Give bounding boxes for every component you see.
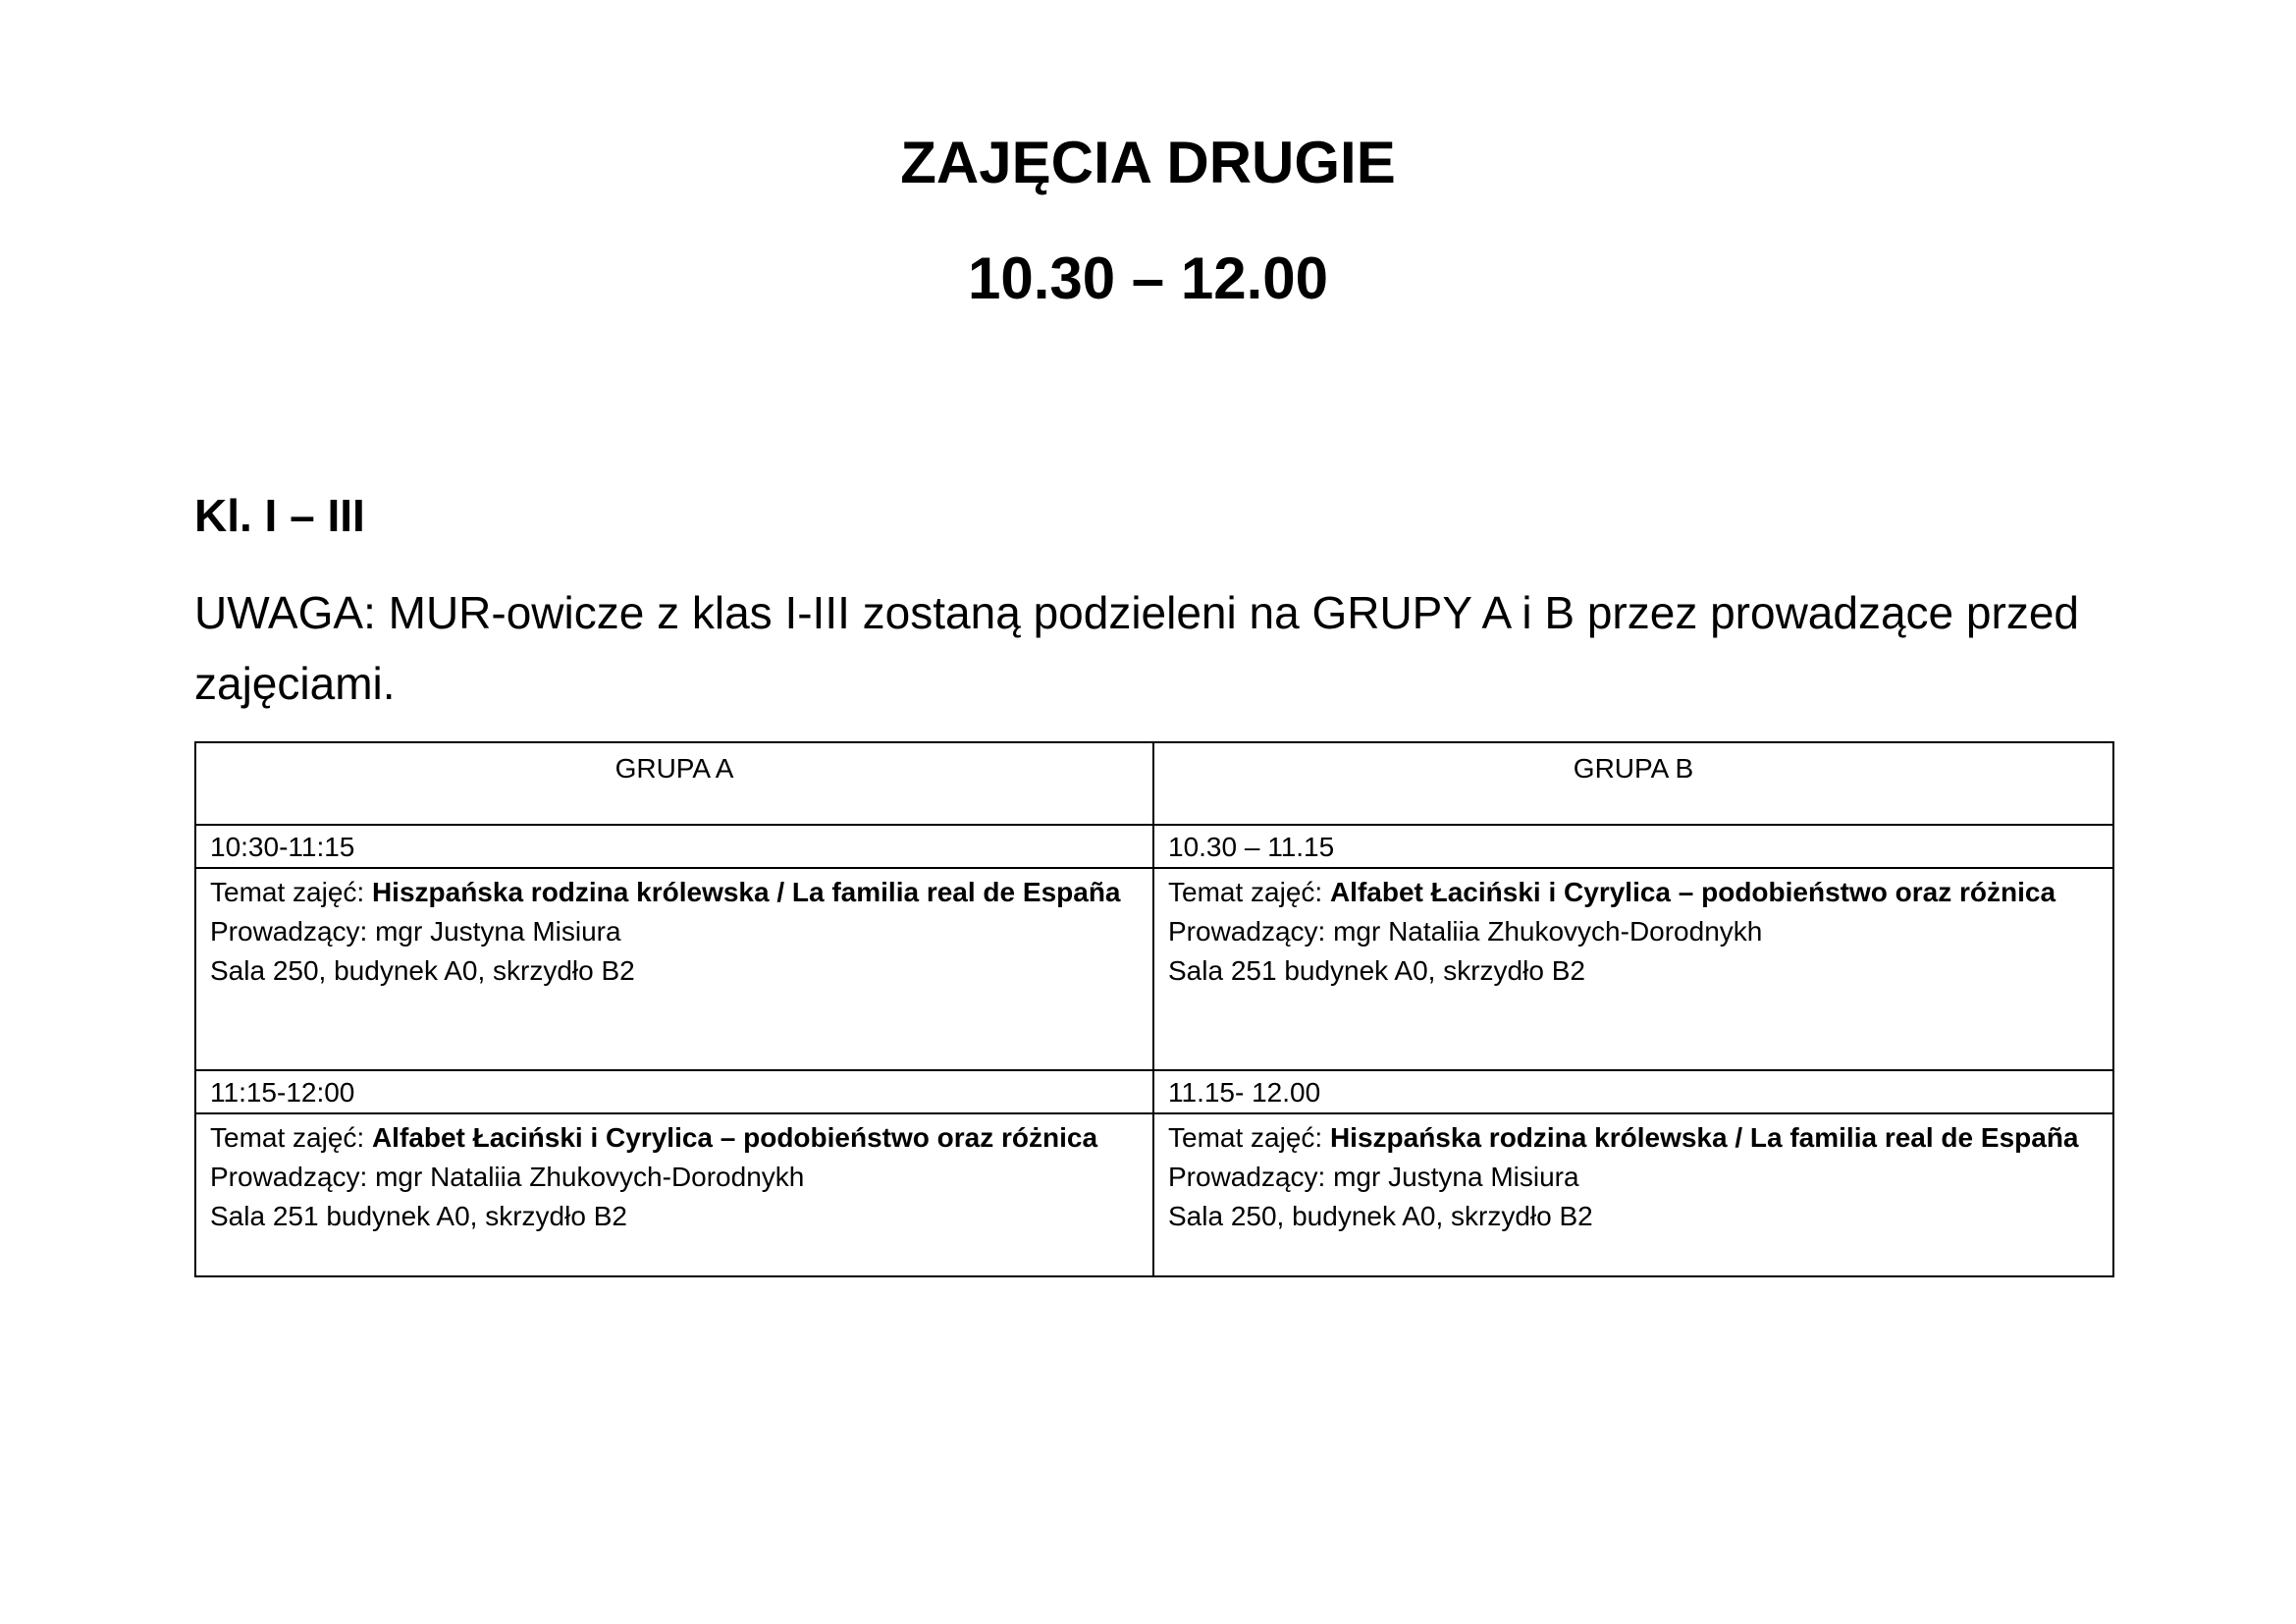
teacher-line: Prowadzący: mgr Justyna Misiura bbox=[210, 916, 621, 947]
page-title: ZAJĘCIA DRUGIE bbox=[900, 130, 1396, 195]
teacher-line: Prowadzący: mgr Nataliia Zhukovych-Dorodnykh bbox=[1168, 916, 1763, 947]
slot1-group-b-time: 10.30 – 11.15 bbox=[1153, 825, 2113, 868]
topic-label: Temat zajęć: bbox=[210, 1122, 372, 1153]
table-row bbox=[195, 868, 2113, 1070]
topic-line bbox=[1168, 877, 2056, 907]
notice-text: UWAGA: MUR-owicze z klas I-III zostaną podzieleni na GRUPY A i B przez prowadzące przed zajęciami. bbox=[194, 587, 2079, 709]
table-row bbox=[195, 825, 2113, 868]
group-b-header: GRUPA B bbox=[1153, 742, 2113, 825]
group-a-header: GRUPA A bbox=[195, 742, 1153, 825]
topic-label: Temat zajęć: bbox=[1168, 877, 1330, 907]
topic-line bbox=[1168, 1122, 2079, 1153]
table-header-row bbox=[195, 742, 2113, 825]
topic-label: Temat zajęć: bbox=[210, 877, 372, 907]
schedule-table bbox=[194, 741, 2114, 1277]
slot2-group-a-details bbox=[195, 1113, 1153, 1276]
topic-line bbox=[210, 1122, 1097, 1153]
slot1-group-b-details bbox=[1153, 868, 2113, 1070]
room-line: Sala 250, budynek A0, skrzydło B2 bbox=[210, 955, 635, 986]
class-heading: Kl. I – III bbox=[194, 490, 365, 541]
topic-title: Hiszpańska rodzina królewska / La familia real de España bbox=[1329, 1122, 2079, 1153]
time-range-title: 10.30 – 12.00 bbox=[967, 245, 1328, 311]
room-line: Sala 251 budynek A0, skrzydło B2 bbox=[210, 1201, 627, 1231]
slot1-group-a-time: 10:30-11:15 bbox=[195, 825, 1153, 868]
room-line: Sala 251 budynek A0, skrzydło B2 bbox=[1168, 955, 1585, 986]
topic-title: Alfabet Łaciński i Cyrylica – podobieństwo oraz różnica bbox=[371, 1122, 1098, 1153]
room-line: Sala 250, budynek A0, skrzydło B2 bbox=[1168, 1201, 1593, 1231]
slot1-group-a-details bbox=[195, 868, 1153, 1070]
table-row bbox=[195, 1070, 2113, 1113]
topic-title: Hiszpańska rodzina królewska / La familia real de España bbox=[371, 877, 1121, 907]
topic-label: Temat zajęć: bbox=[1168, 1122, 1330, 1153]
teacher-line: Prowadzący: mgr Nataliia Zhukovych-Dorodnykh bbox=[210, 1162, 805, 1192]
teacher-line: Prowadzący: mgr Justyna Misiura bbox=[1168, 1162, 1579, 1192]
topic-line bbox=[210, 877, 1121, 907]
slot2-group-a-time: 11:15-12:00 bbox=[195, 1070, 1153, 1113]
topic-title: Alfabet Łaciński i Cyrylica – podobieństwo oraz różnica bbox=[1329, 877, 2056, 907]
slot2-group-b-details bbox=[1153, 1113, 2113, 1276]
table-row bbox=[195, 1113, 2113, 1276]
slot2-group-b-time: 11.15- 12.00 bbox=[1153, 1070, 2113, 1113]
